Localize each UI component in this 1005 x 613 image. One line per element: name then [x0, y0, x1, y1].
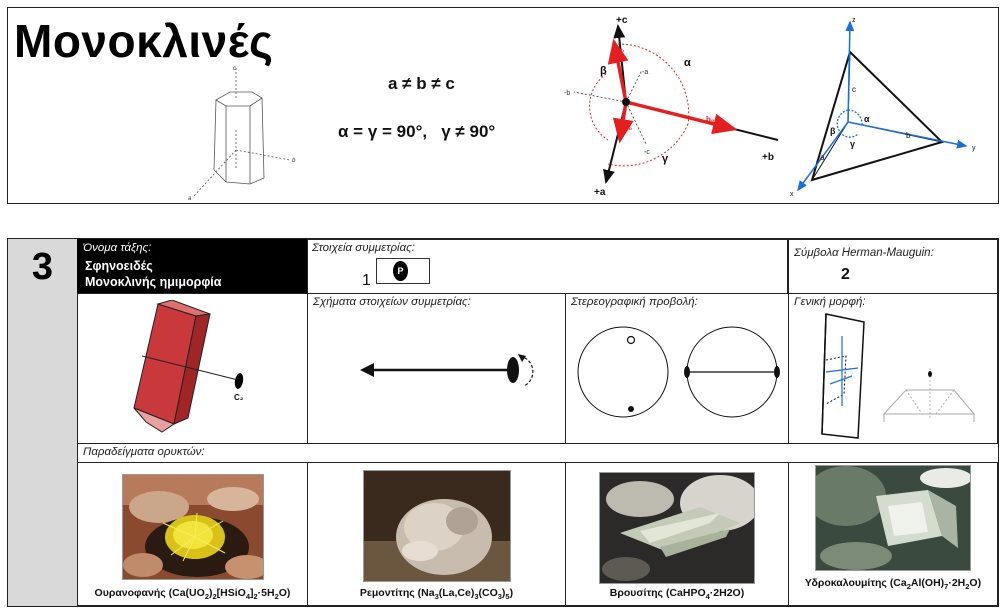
- mineral-caption-1: Ουρανοφανής $(Ca(UO_2)_2[HSiO_4]_2\cdot 5H_2O)$: [94, 587, 291, 602]
- axis-minus-a: -a: [642, 69, 649, 76]
- symmetry-elements-label: Στοιχεία συμμετρίας:: [312, 242, 415, 254]
- general-form-label: Γενική μορφή:: [794, 296, 866, 308]
- angles-formula: α = γ = 90°, γ ≠ 90°: [338, 122, 496, 141]
- hm-symbol: 2: [841, 266, 850, 283]
- axis-minus-b: -b: [564, 90, 571, 97]
- axis-plus-a: +a: [594, 187, 606, 197]
- class-name-line1: Σφηνοειδές: [85, 259, 153, 273]
- tetra-axis-x: x: [790, 191, 794, 198]
- tetra-angle-gamma: γ: [850, 139, 856, 149]
- tetra-axis-z: z: [852, 17, 856, 24]
- mineral-photo-brushite: [599, 472, 755, 584]
- tetra-angle-alpha: α: [864, 114, 870, 124]
- crystal-axis-label: C₂: [234, 393, 244, 402]
- tetra-axis-y: y: [972, 145, 976, 152]
- class-number-column: [8, 239, 77, 606]
- axes-formula: a ≠ b ≠ c: [388, 74, 455, 93]
- axis-minus-c: -c: [644, 149, 650, 156]
- tetra-diagram: [788, 10, 988, 200]
- prism-axis-c: c: [233, 66, 236, 72]
- mineral-photo-uranophane: [122, 474, 264, 580]
- class-number: 3: [31, 246, 54, 288]
- vector-a0: a₀: [624, 123, 633, 132]
- mineral-caption-2: Ρεμοντίτης $(Na_3(La,Ce)_3(CO_3)_5)$: [359, 587, 514, 602]
- vector-b0: b₀: [706, 115, 715, 124]
- mineral-photo-hydrocalumite: [815, 465, 971, 571]
- angle-gamma: γ: [662, 153, 669, 165]
- symmetry-shapes-label: Σχήματα στοιχείων συμμετρίας:: [313, 296, 471, 308]
- axis-plus-c: +c: [616, 15, 628, 26]
- class-name-label: Όνομα τάξης:: [83, 242, 152, 254]
- prism-axis-a: a: [188, 196, 192, 202]
- tetra-angle-beta: β: [830, 126, 836, 136]
- vector-c0: c₀: [616, 45, 625, 54]
- stereographic-label: Στερεογραφική προβολή:: [571, 296, 698, 308]
- class-name-line2: Μονοκλινής ημιμορφία: [85, 275, 222, 289]
- mineral-caption-4: Υδροκαλουμίτης $(Ca_2Al(OH)_7\cdot 2H_2O)$: [804, 577, 982, 592]
- axis-plus-b: +b: [762, 152, 774, 163]
- angle-alpha: α: [684, 57, 691, 69]
- two-fold-axis-icon: P: [393, 261, 408, 281]
- page-title: Μονοκλινές: [14, 15, 274, 67]
- prism-axis-b: b: [292, 158, 296, 164]
- mineral-photo-remondite: [363, 470, 511, 582]
- hm-symbol-label: Σύμβολα Herman-Mauguin:: [794, 247, 934, 259]
- tetra-edge-a: a: [820, 153, 825, 162]
- crystal-illustration: [110, 300, 270, 440]
- tetra-edge-b: b: [906, 131, 911, 140]
- general-form-diagram: [800, 310, 996, 442]
- examples-header-cell: [77, 443, 999, 463]
- axes-diagram: [556, 12, 786, 197]
- mineral-caption-3: Βρουσίτης (CaHPO$_4$·2H2O): [609, 587, 745, 602]
- tetra-edge-c: c: [852, 85, 856, 94]
- prism-sketch: [180, 60, 310, 205]
- angle-beta: β: [600, 65, 607, 77]
- symmetry-count: 1: [362, 272, 371, 289]
- stereographic-projections: [572, 322, 784, 422]
- examples-label: Παραδείγματα ορυκτών:: [83, 446, 205, 458]
- two-fold-axis-diagram: [350, 350, 550, 400]
